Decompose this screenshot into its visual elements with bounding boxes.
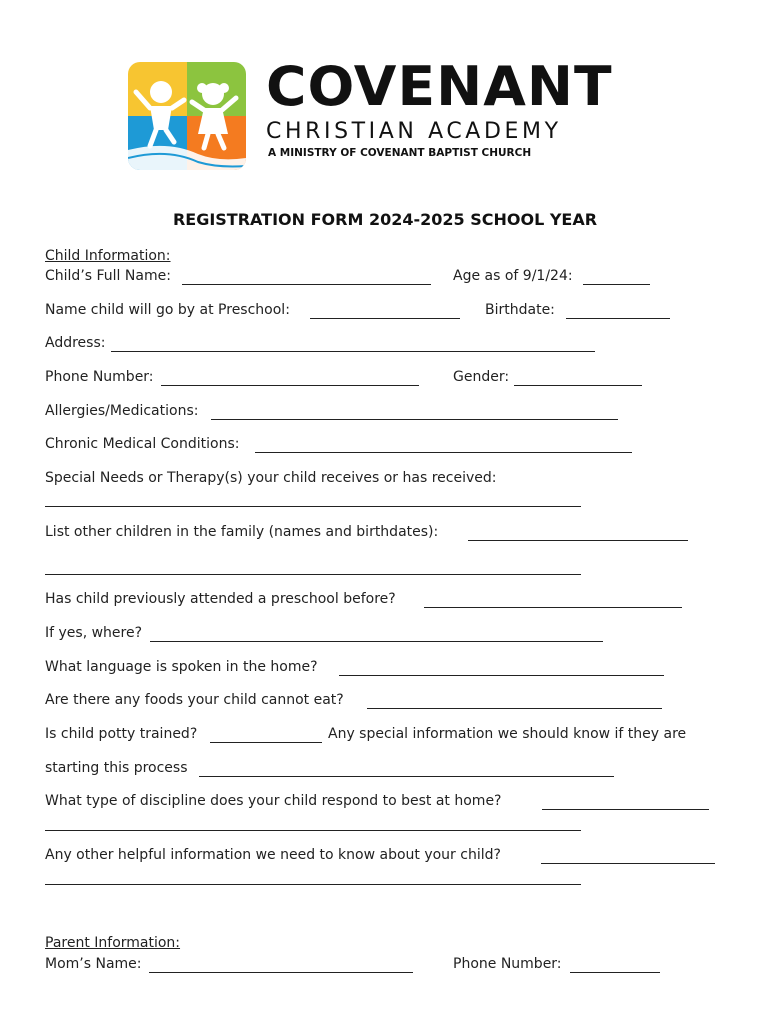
potty-field[interactable] [210, 742, 322, 743]
other-children-label: List other children in the family (names and birthdates): [45, 524, 439, 540]
special-needs-field[interactable] [45, 506, 581, 507]
potty-info-label: Any special information we should know if they are [328, 726, 687, 742]
if-yes-label: If yes, where? [45, 625, 143, 641]
phone-label: Phone Number: [45, 369, 154, 385]
mom-phone-label: Phone Number: [453, 956, 562, 972]
brand-name: COVENANT [266, 55, 613, 118]
nickname-field[interactable] [310, 318, 460, 319]
potty-info-cont-label: starting this process [45, 760, 188, 776]
discipline-field[interactable] [542, 809, 709, 810]
previous-preschool-field[interactable] [424, 607, 682, 608]
birthdate-field[interactable] [566, 318, 670, 319]
chronic-conditions-field[interactable] [255, 452, 632, 453]
potty-info-field[interactable] [199, 776, 614, 777]
gender-field[interactable] [514, 385, 642, 386]
previous-preschool-label: Has child previously attended a preschool before? [45, 591, 396, 607]
other-children-field[interactable] [468, 540, 688, 541]
child-full-name-label: Child’s Full Name: [45, 268, 171, 284]
if-yes-field[interactable] [150, 641, 603, 642]
other-info-field-2[interactable] [45, 884, 581, 885]
mom-name-field[interactable] [149, 972, 413, 973]
brand-ministry: A MINISTRY OF COVENANT BAPTIST CHURCH [268, 147, 532, 159]
mom-phone-field[interactable] [570, 972, 660, 973]
mom-name-label: Mom’s Name: [45, 956, 142, 972]
language-label: What language is spoken in the home? [45, 659, 318, 675]
chronic-conditions-label: Chronic Medical Conditions: [45, 436, 240, 452]
foods-label: Are there any foods your child cannot eat? [45, 692, 344, 708]
other-children-field-2[interactable] [45, 574, 581, 575]
foods-field[interactable] [367, 708, 662, 709]
parent-info-heading: Parent Information: [45, 935, 181, 951]
allergies-field[interactable] [211, 419, 618, 420]
special-needs-label: Special Needs or Therapy(s) your child receives or has received: [45, 470, 497, 486]
discipline-label: What type of discipline does your child respond to best at home? [45, 793, 502, 809]
child-full-name-field[interactable] [182, 284, 431, 285]
birthdate-label: Birthdate: [485, 302, 555, 318]
form-title: REGISTRATION FORM 2024-2025 SCHOOL YEAR [172, 210, 598, 229]
nickname-label: Name child will go by at Preschool: [45, 302, 290, 318]
address-field[interactable] [111, 351, 595, 352]
language-field[interactable] [339, 675, 664, 676]
age-field[interactable] [583, 284, 650, 285]
phone-field[interactable] [161, 385, 419, 386]
other-info-field[interactable] [541, 863, 715, 864]
other-info-label: Any other helpful information we need to know about your child? [45, 847, 501, 863]
allergies-label: Allergies/Medications: [45, 403, 199, 419]
age-label: Age as of 9/1/24: [453, 268, 573, 284]
address-label: Address: [45, 335, 106, 351]
discipline-field-2[interactable] [45, 830, 581, 831]
child-info-heading: Child Information: [45, 248, 171, 264]
brand-subtitle: CHRISTIAN ACADEMY [266, 119, 562, 144]
gender-label: Gender: [453, 369, 510, 385]
potty-label: Is child potty trained? [45, 726, 198, 742]
academy-logo [128, 62, 246, 170]
